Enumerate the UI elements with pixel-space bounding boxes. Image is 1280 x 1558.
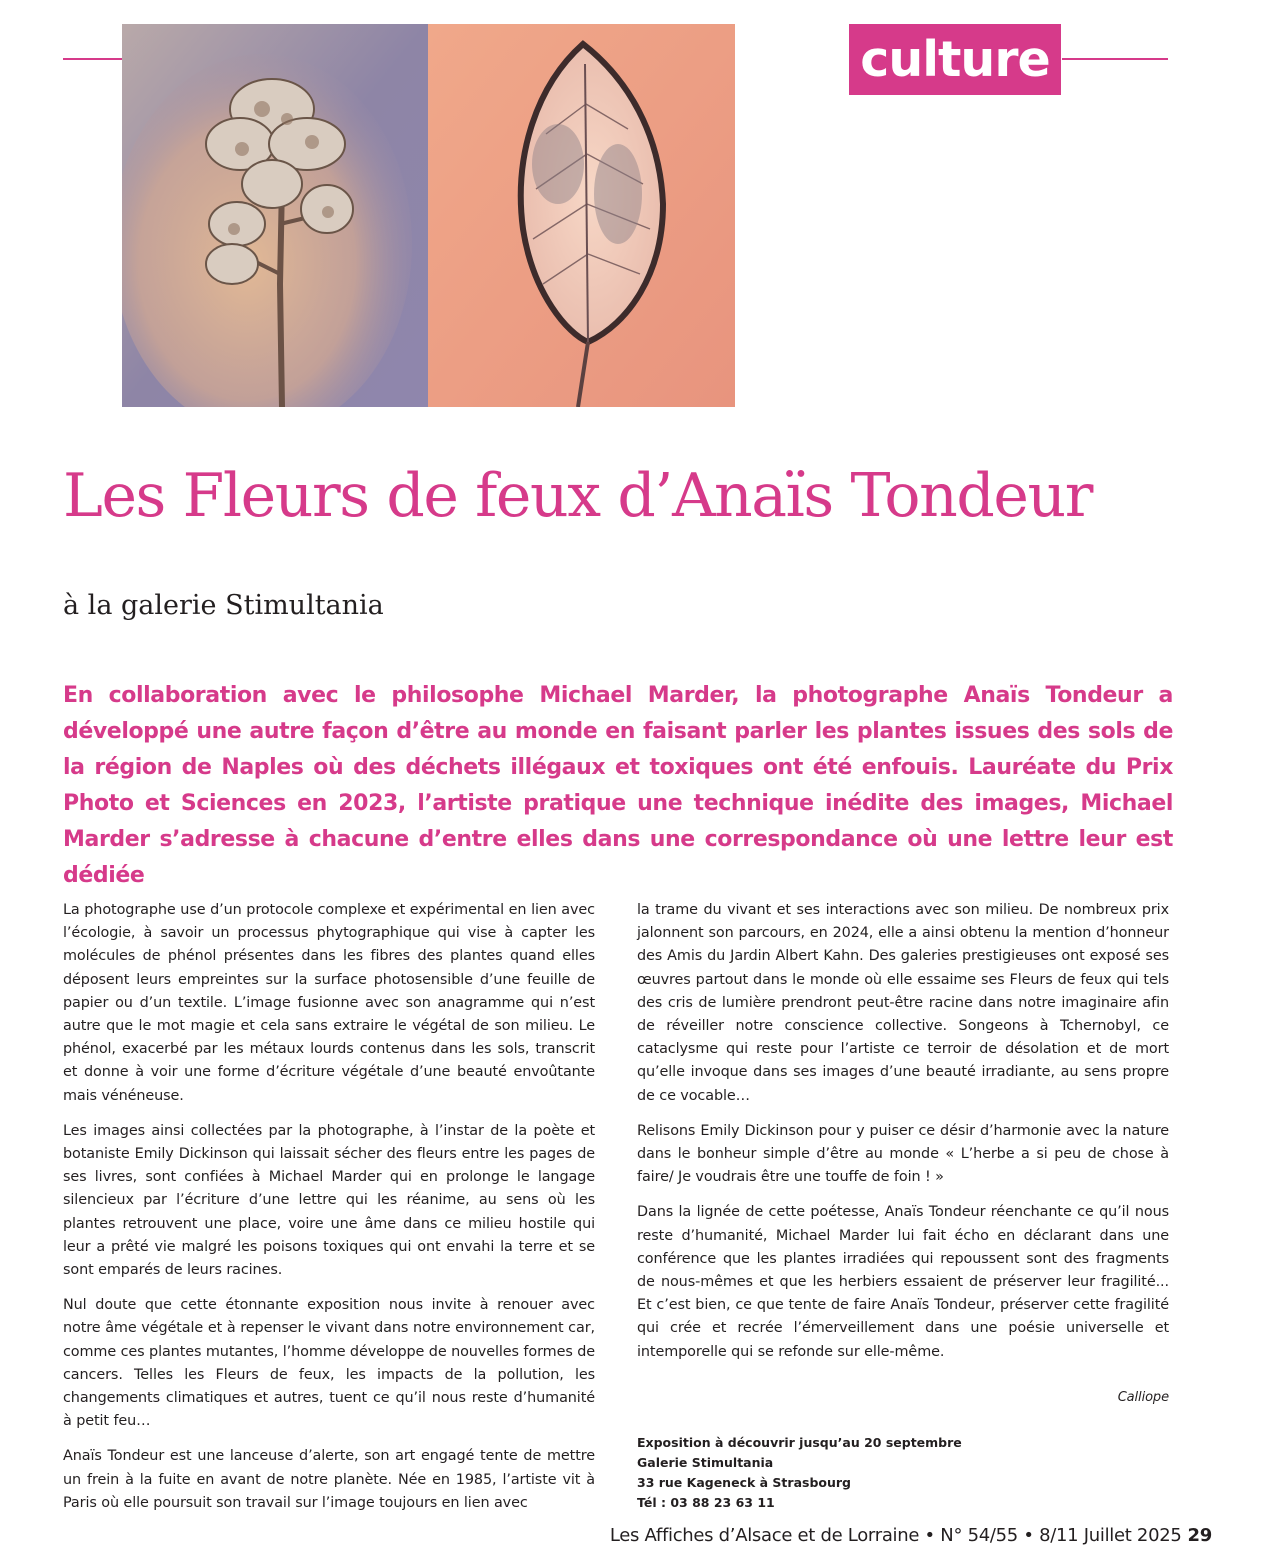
- page-footer: [610, 1523, 1212, 1549]
- exhibition-info: [637, 1433, 1169, 1513]
- dried-flower-photogram-icon: [122, 24, 428, 407]
- body-paragraph: Les images ainsi collectées par la photographe, à l’instar de la poète et botaniste Emily Dickinson qui laissait sécher des fleurs entre les pages de ses livres, sont confiées à Michael Marder qui en prolonge le langage silencieux par l’écriture d’une lettre qui les réanime, au sens où les plantes retrouvent une place, voire une âme dans ce milieu hostile qui leur a prêté vie malgré les poisons toxiques qui ont envahi la terre et se sont emparés de leurs racines.: [63, 1122, 595, 1279]
- body-paragraph: la trame du vivant et ses interactions avec son milieu. De nombreux prix jalonnent son parcours, en 2024, elle a ainsi obtenu la mention d’honneur des Amis du Jardin Albert Kahn. Des galeries prestigieuses ont exposé ses œuvres partout dans le monde où elle essaime ses Fleurs de feux qui tels des cris de lumière prendront peut-être racine dans notre imaginaire afin de réveiller notre conscience collective. Songeons à Tchernobyl, ce cataclysme qui reste pour l’artiste ce terroir de désolation et de mort qu’elle invoque dans ses images d’une beauté irradiante, au sens propre de ce vocable…: [637, 902, 1169, 1104]
- publication-info: Les Affiches d’Alsace et de Lorraine • N° 54/55 • 8/11 Juillet 2025: [609, 1525, 1182, 1546]
- body-paragraph: Anaïs Tondeur est une lanceuse d’alerte, son art engagé tente de mettre un frein à la fuite en avant de notre planète. Née en 1985, l’artiste vit à Paris où elle poursuit son travail sur l’image toujours en lien avec: [63, 1448, 595, 1511]
- header-rule-right: [1062, 58, 1168, 60]
- page-number: 29: [1187, 1525, 1212, 1546]
- article-subtitle: à la galerie Stimultania: [63, 590, 384, 621]
- info-line: Exposition à découvrir jusqu’au 20 septembre: [637, 1435, 962, 1451]
- header-rule-left: [63, 58, 123, 60]
- info-line: 33 rue Kageneck à Strasbourg: [637, 1475, 851, 1491]
- leaf-photogram-icon: [428, 24, 735, 407]
- column-left: [63, 899, 595, 1527]
- info-line: Tél : 03 88 23 63 11: [637, 1495, 775, 1511]
- article-title: Les Fleurs de feux d’Anaïs Tondeur: [63, 461, 1093, 531]
- author-signature: Calliope: [1117, 1389, 1169, 1405]
- article-lead: En collaboration avec le philosophe Michael Marder, la photographe Anaïs Tondeur a développé une autre façon d’être au monde en faisant parler les plantes issues des sols de la région de Naples où des déchets illégaux et toxiques ont été enfouis. Lauréate du Prix Photo et Sciences en 2023, l’artiste pratique une technique inédite des images, Michael Marder s’adresse à chacune d’entre elles dans une correspondance où une lettre leur est dédiée: [63, 683, 1173, 888]
- body-paragraph: Relisons Emily Dickinson pour y puiser ce désir d’harmonie avec la nature dans le bonheur simple d’être au monde « L’herbe a si peu de chose à faire/ Je voudrais être une touffe de foin ! »: [637, 1122, 1169, 1186]
- photo-leaf: [428, 24, 735, 407]
- body-paragraph: La photographe use d’un protocole complexe et expérimental en lien avec l’écologie, à savoir un processus phytographique qui vise à capter les molécules de phénol présentes dans les fibres des plantes quand elles déposent leurs empreintes sur la surface photosensible d’une feuille de papier ou d’un textile. L’image fusionne avec son anagramme qui n’est autre que le mot magie et cela sans extraire le végétal de son milieu. Le phénol, exacerbé par les métaux lourds contenus dans les sols, transcrit et donne à voir une forme d’écriture végétale d’une beauté envoûtante mais vénéneuse.: [63, 902, 595, 1104]
- body-paragraph: Dans la lignée de cette poétesse, Anaïs Tondeur réenchante ce qu’il nous reste d’humanité, Michael Marder lui fait écho en déclarant dans une conférence que les plantes irradiées qui repoussent sont des fragments de nous-mêmes et que les herbiers essaient de préserver leur fragilité... Et c’est bien, ce que tente de faire Anaïs Tondeur, préserver cette fragilité qui crée et recrée l’émerveillement dans une poésie universelle et intemporelle qui se refonde sur elle-même.: [637, 1204, 1169, 1360]
- section-tag: culture: [849, 24, 1061, 95]
- info-line: Galerie Stimultania: [637, 1455, 774, 1471]
- column-right: [637, 899, 1169, 1513]
- photo-dried-flower: [122, 24, 428, 407]
- body-paragraph: Nul doute que cette étonnante exposition nous invite à renouer avec notre âme végétale et à repenser le vivant dans notre environnement car, comme ces plantes mutantes, l’homme développe de nouvelles formes de cancers. Telles les Fleurs de feux, les impacts de la pollution, les changements climatiques et autres, tuent ce qu’il nous reste d’humanité à petit feu…: [63, 1297, 595, 1430]
